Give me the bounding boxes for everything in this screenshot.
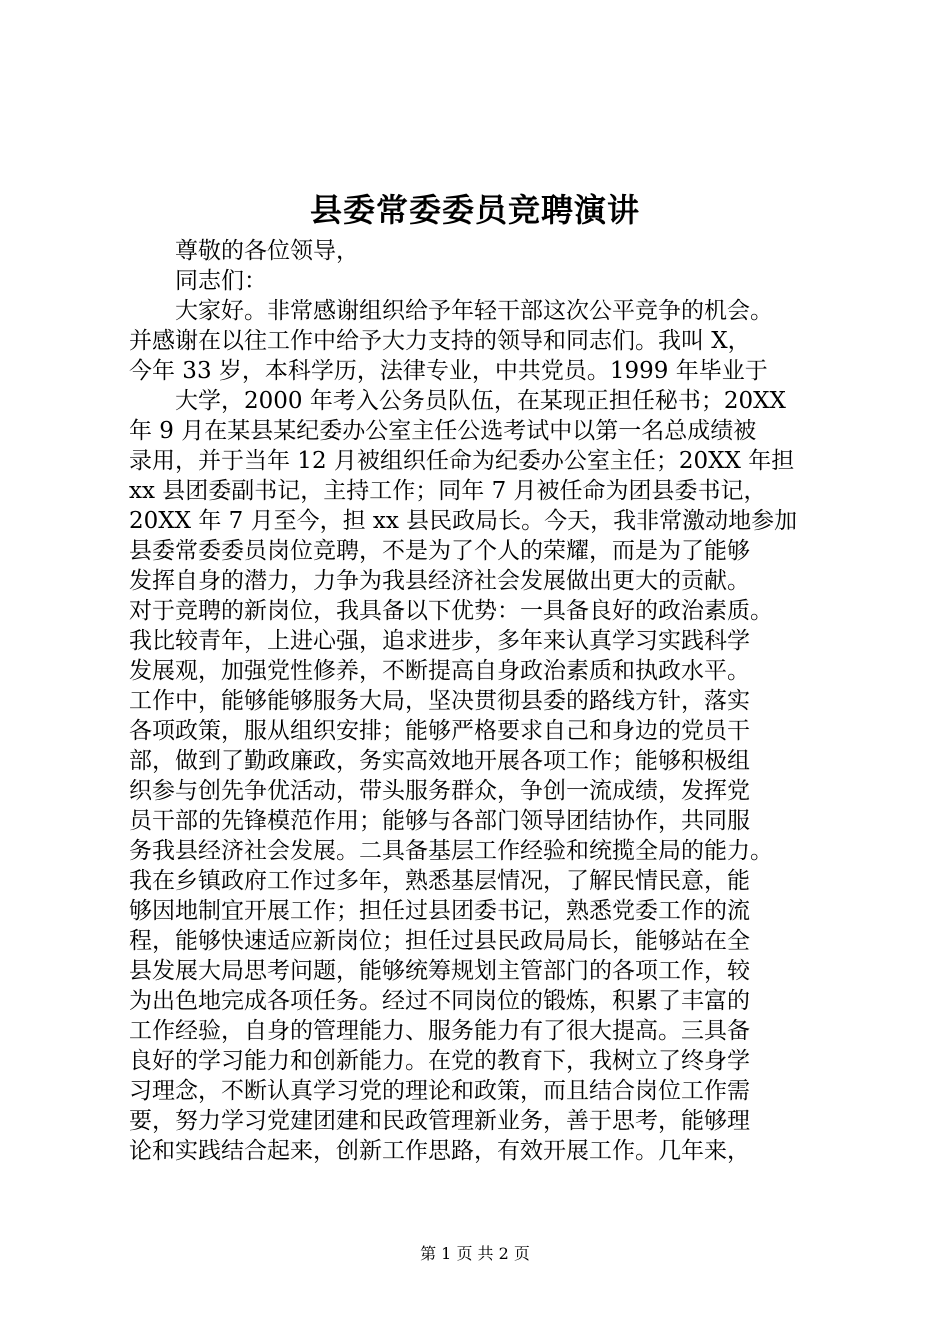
body-line-21: 务我县经济社会发展。二具备基层工作经验和统揽全局的能力。: [129, 838, 773, 864]
page-footer: 第 1 页 共 2 页: [420, 1244, 530, 1263]
body-line-18: 部，做到了勤政廉政，务实高效地开展各项工作；能够积极组: [129, 748, 750, 774]
body-line-24: 程，能够快速适应新岗位；担任过县民政局局长，能够站在全: [129, 928, 750, 954]
body-line-29: 习理念，不断认真学习党的理论和政策，而且结合岗位工作需: [129, 1078, 750, 1104]
body-line-11: 县委常委委员岗位竞聘，不是为了个人的荣耀，而是为了能够: [129, 538, 750, 564]
body-line-20: 员干部的先锋模范作用；能够与各部门领导团结协作，共同服: [129, 808, 750, 834]
body-line-23: 够因地制宜开展工作；担任过县团委书记，熟悉党委工作的流: [129, 898, 750, 924]
body-line-15: 发展观，加强党性修养，不断提高自身政治素质和执政水平。: [129, 658, 750, 684]
body-line-14: 我比较青年，上进心强，追求进步，多年来认真学习实践科学: [129, 628, 750, 654]
body-line-8: 录用，并于当年 12 月被组织任命为纪委办公室主任；20XX 年担: [129, 448, 795, 474]
body-line-13: 对于竞聘的新岗位，我具备以下优势：一具备良好的政治素质。: [129, 598, 773, 624]
body-line-17: 各项政策，服从组织安排；能够严格要求自己和身边的党员干: [129, 718, 750, 744]
body-line-4: 并感谢在以往工作中给予大力支持的领导和同志们。我叫 X，: [129, 328, 751, 354]
body-line-2: 同志们：: [175, 268, 267, 294]
body-line-1: 尊敬的各位领导，: [175, 238, 359, 264]
document-title: 县委常委委员竞聘演讲: [309, 191, 640, 229]
body-line-10: 20XX 年 7 月至今，担 xx 县民政局长。今天，我非常激动地参加: [129, 508, 798, 534]
body-line-5: 今年 33 岁，本科学历，法律专业，中共党员。1999 年毕业于: [129, 358, 768, 384]
body-line-27: 工作经验，自身的管理能力、服务能力有了很大提高。三具备: [129, 1018, 750, 1044]
body-line-22: 我在乡镇政府工作过多年，熟悉基层情况，了解民情民意，能: [129, 868, 750, 894]
body-line-6: 大学，2000 年考入公务员队伍，在某现正担任秘书；20XX: [175, 388, 786, 414]
body-line-25: 县发展大局思考问题，能够统筹规划主管部门的各项工作，较: [129, 958, 750, 984]
body-line-26: 为出色地完成各项任务。经过不同岗位的锻炼，积累了丰富的: [129, 988, 750, 1014]
body-line-31: 论和实践结合起来，创新工作思路，有效开展工作。几年来，: [129, 1138, 750, 1164]
body-line-3: 大家好。非常感谢组织给予年轻干部这次公平竞争的机会。: [175, 298, 773, 324]
body-line-7: 年 9 月在某县某纪委办公室主任公选考试中以第一名总成绩被: [129, 418, 757, 444]
body-line-16: 工作中，能够能够服务大局，坚决贯彻县委的路线方针，落实: [129, 688, 750, 714]
body-line-12: 发挥自身的潜力，力争为我县经济社会发展做出更大的贡献。: [129, 568, 750, 594]
body-line-9: xx 县团委副书记，主持工作；同年 7 月被任命为团县委书记，: [129, 478, 767, 504]
body-line-30: 要，努力学习党建团建和民政管理新业务，善于思考，能够理: [129, 1108, 750, 1134]
body-line-28: 良好的学习能力和创新能力。在党的教育下，我树立了终身学: [129, 1048, 750, 1074]
body-line-19: 织参与创先争优活动，带头服务群众，争创一流成绩，发挥党: [129, 778, 750, 804]
document-body: [129, 236, 854, 1166]
